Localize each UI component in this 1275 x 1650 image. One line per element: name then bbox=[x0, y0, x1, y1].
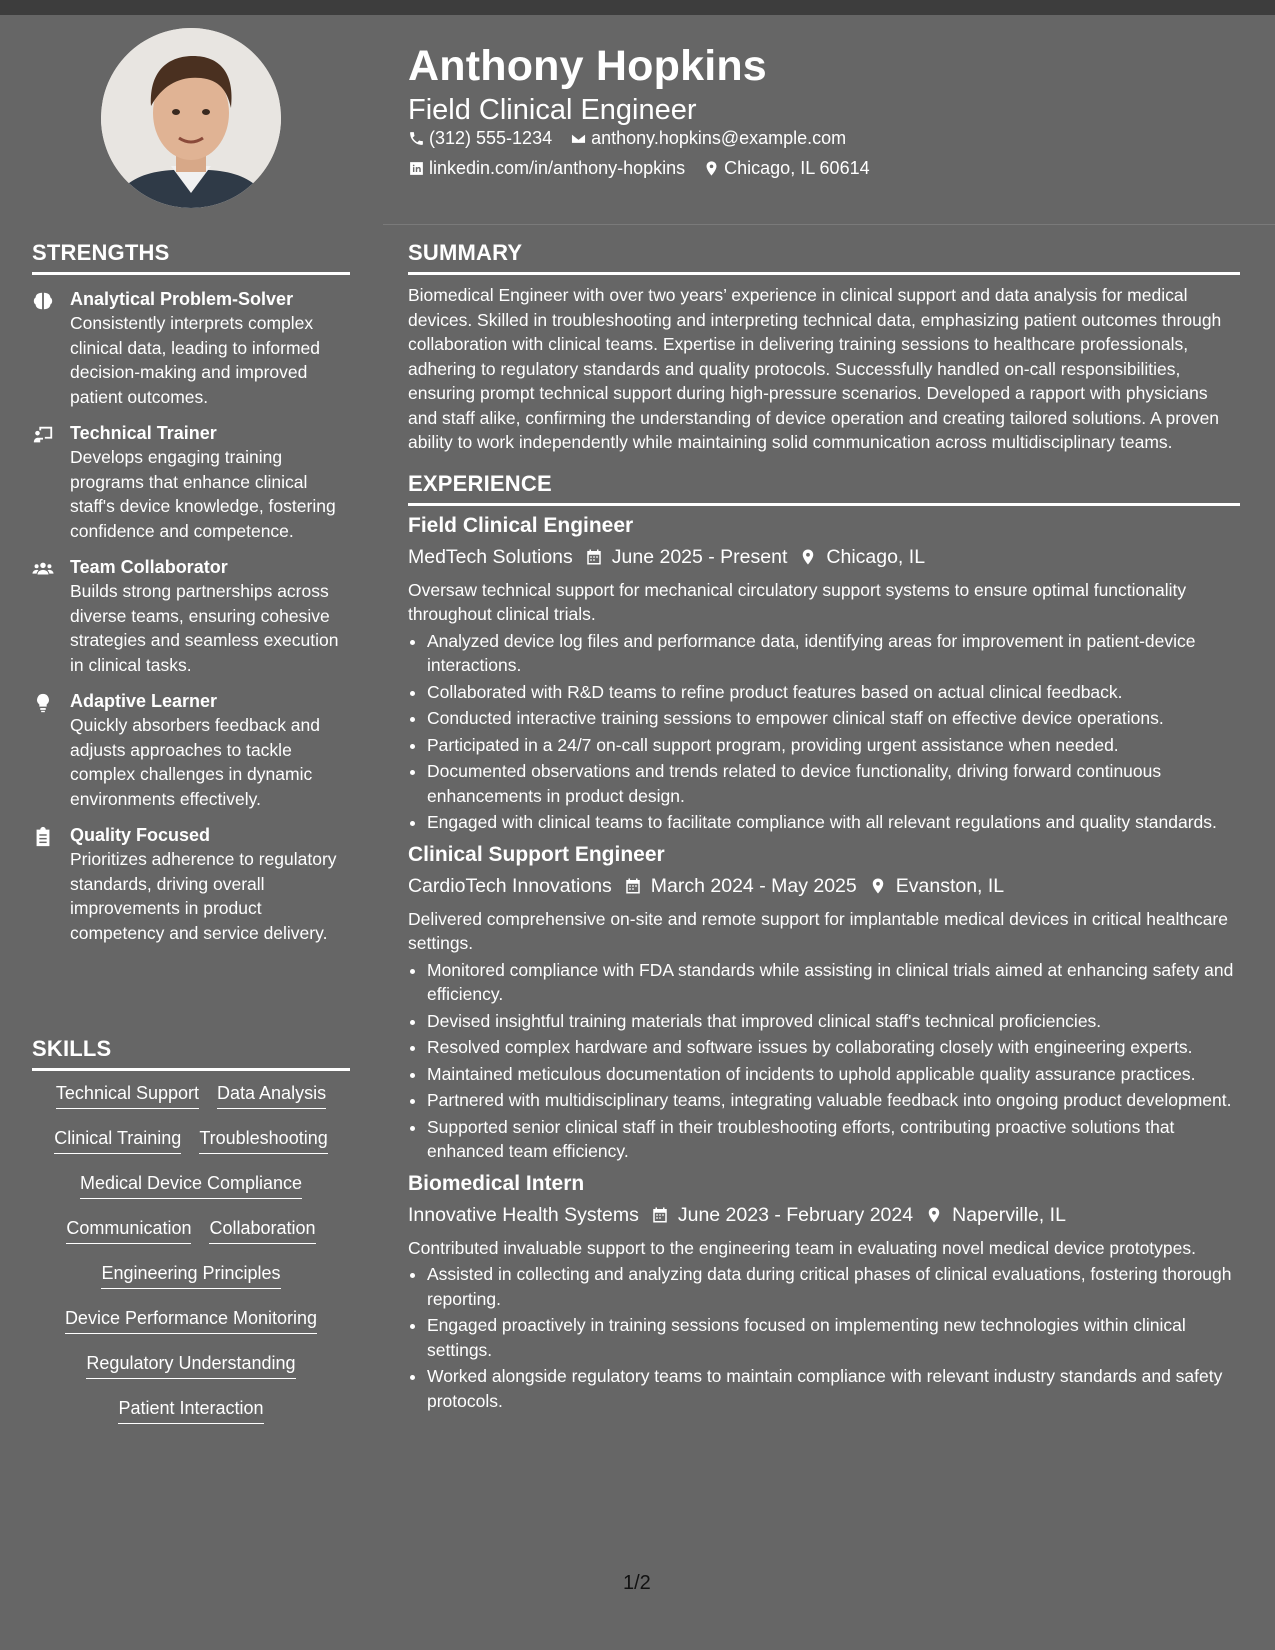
job-dates: June 2023 - February 2024 bbox=[677, 1203, 914, 1226]
skills-section bbox=[32, 1036, 350, 1443]
brain-icon bbox=[32, 290, 54, 312]
calendar-icon bbox=[651, 1206, 669, 1224]
skill-tag: Regulatory Understanding bbox=[86, 1353, 295, 1379]
phone-text: (312) 555-1234 bbox=[429, 128, 553, 148]
email-text: anthony.hopkins@example.com bbox=[591, 128, 847, 148]
lightbulb-icon bbox=[32, 692, 54, 714]
bullet-item: • Maintained meticulous documentation of incidents to uphold applicable quality assurance practices. bbox=[427, 1062, 1240, 1087]
candidate-role: Field Clinical Engineer bbox=[408, 94, 697, 126]
job-location: Chicago, IL bbox=[826, 545, 926, 568]
strength-desc: Develops engaging training programs that enhance clinical staff's device knowledge, fostering confidence and competence. bbox=[70, 447, 336, 541]
job-location: Evanston, IL bbox=[895, 874, 1005, 897]
calendar-icon bbox=[624, 877, 642, 895]
map-pin-icon bbox=[799, 548, 817, 566]
bullet-item: • Devised insightful training materials that improved clinical staff's technical proficiencies. bbox=[427, 1009, 1240, 1034]
job-description: Contributed invaluable support to the engineering team in evaluating novel medical device prototypes. bbox=[408, 1237, 1196, 1258]
location-item bbox=[703, 158, 869, 179]
strength-desc: Builds strong partnerships across diverse teams, ensuring cohesive strategies and seamless execution in clinical tasks. bbox=[70, 581, 339, 675]
job-title: Field Clinical Engineer bbox=[408, 513, 634, 537]
skill-tag: Engineering Principles bbox=[101, 1263, 280, 1289]
bullet-item: • Engaged proactively in training sessions focused on implementing new technologies within clinical settings. bbox=[427, 1313, 1240, 1362]
bullet-item: • Participated in a 24/7 on-call support program, providing urgent assistance when needed. bbox=[427, 733, 1240, 758]
strength-title: Team Collaborator bbox=[70, 557, 228, 577]
bullet-item: • Worked alongside regulatory teams to maintain compliance with relevant industry standards and safety protocols. bbox=[427, 1364, 1240, 1413]
bullet-item: • Supported senior clinical staff in their troubleshooting efforts, contributing proactive solutions that enhanced team efficiency. bbox=[427, 1115, 1240, 1164]
strength-item bbox=[32, 421, 350, 543]
bullet-item: • Documented observations and trends related to device functionality, driving forward continuous enhancements in product design. bbox=[427, 759, 1240, 808]
map-pin-icon bbox=[869, 877, 887, 895]
clipboard-icon bbox=[32, 826, 54, 848]
job-bullets bbox=[408, 1262, 1240, 1413]
job-company: MedTech Solutions bbox=[408, 545, 573, 568]
page-number: 1/2 bbox=[623, 1572, 651, 1594]
job-meta bbox=[408, 875, 1240, 898]
bullet-item: • Resolved complex hardware and software issues by collaborating closely with engineering experts. bbox=[427, 1035, 1240, 1060]
job-company: CardioTech Innovations bbox=[408, 874, 612, 897]
users-icon bbox=[32, 558, 54, 580]
strength-desc: Prioritizes adherence to regulatory standards, driving overall improvements in product competency and service delivery. bbox=[70, 849, 337, 943]
skill-tag: Troubleshooting bbox=[199, 1128, 327, 1154]
job-title: Clinical Support Engineer bbox=[408, 842, 665, 866]
skill-tag: Communication bbox=[66, 1218, 191, 1244]
bullet-item: • Engaged with clinical teams to facilitate compliance with all relevant regulations and quality standards. bbox=[427, 810, 1240, 835]
skill-tag: Patient Interaction bbox=[118, 1398, 263, 1424]
skill-tag: Collaboration bbox=[209, 1218, 315, 1244]
skill-tag: Technical Support bbox=[56, 1083, 199, 1109]
strengths-section bbox=[32, 240, 350, 945]
envelope-icon bbox=[570, 130, 587, 147]
bullet-item: • Assisted in collecting and analyzing data during critical phases of clinical evaluations, fostering thorough reporting. bbox=[427, 1262, 1240, 1311]
job-title: Biomedical Intern bbox=[408, 1171, 585, 1195]
job-meta bbox=[408, 546, 1240, 569]
main-column bbox=[408, 240, 1240, 1415]
profile-photo bbox=[101, 28, 281, 208]
job-meta bbox=[408, 1204, 1240, 1227]
calendar-icon bbox=[585, 548, 603, 566]
strength-desc: Quickly absorbers feedback and adjusts approaches to tackle complex challenges in dynamic environments effectively. bbox=[70, 715, 320, 809]
strength-title: Analytical Problem-Solver bbox=[70, 289, 294, 309]
strengths-heading: STRENGTHS bbox=[32, 240, 350, 275]
email-item[interactable] bbox=[570, 128, 846, 149]
job-entry bbox=[408, 514, 1240, 835]
skill-tag: Data Analysis bbox=[217, 1083, 326, 1109]
bullet-item: • Conducted interactive training sessions to empower clinical staff on effective device operations. bbox=[427, 706, 1240, 731]
job-entry bbox=[408, 843, 1240, 1164]
bullet-item: • Monitored compliance with FDA standards while assisting in clinical trials aimed at enhancing safety and efficiency. bbox=[427, 958, 1240, 1007]
chalkboard-teacher-icon bbox=[32, 424, 54, 446]
skills-list bbox=[32, 1083, 350, 1443]
bullet-item: • Analyzed device log files and performance data, identifying areas for improvement in patient-device interactions. bbox=[427, 629, 1240, 678]
strength-item bbox=[32, 555, 350, 677]
strength-item bbox=[32, 823, 350, 945]
header-divider bbox=[383, 224, 1275, 225]
top-strip bbox=[0, 0, 1275, 15]
skill-tag: Medical Device Compliance bbox=[80, 1173, 302, 1199]
job-dates: March 2024 - May 2025 bbox=[650, 874, 857, 897]
bullet-item: • Collaborated with R&D teams to refine product features based on actual clinical feedback. bbox=[427, 680, 1240, 705]
linkedin-text: linkedin.com/in/anthony-hopkins bbox=[429, 158, 686, 178]
map-pin-icon bbox=[925, 1206, 943, 1224]
strength-title: Quality Focused bbox=[70, 825, 211, 845]
job-description: Oversaw technical support for mechanical circulatory support systems to ensure optimal functionality throughout clinical trials. bbox=[408, 579, 1187, 624]
map-pin-icon bbox=[703, 160, 720, 177]
job-location: Naperville, IL bbox=[952, 1203, 1066, 1226]
experience-heading: EXPERIENCE bbox=[408, 471, 1240, 506]
bullet-item: • Partnered with multidisciplinary teams, integrating valuable feedback into ongoing product development. bbox=[427, 1088, 1240, 1113]
contact-row-2 bbox=[408, 158, 888, 179]
contact-row-1 bbox=[408, 128, 864, 149]
job-description: Delivered comprehensive on-site and remote support for implantable medical devices in critical healthcare settings. bbox=[408, 908, 1228, 953]
summary-text: Biomedical Engineer with over two years’ experience in clinical support and data analysis for medical devices. Skilled in troubleshooting and interpreting technical data, emphasizing patient outcomes through collaboration with clinical teams. Expertise in delivering training sessions to healthcare professionals, adhering to regulatory standards and quality protocols. Successfully handled on-call responsibilities, ensuring prompt technical support during high-pressure scenarios. Developed a rapport with physicians and staff alike, confirming the understanding of device operation and creating tailored solutions. A proven ability to work independently while maintaining solid communication across multidisciplinary teams. bbox=[408, 285, 1222, 452]
location-text: Chicago, IL 60614 bbox=[724, 158, 870, 178]
strength-title: Adaptive Learner bbox=[70, 691, 218, 711]
job-entry bbox=[408, 1172, 1240, 1414]
job-company: Innovative Health Systems bbox=[408, 1203, 639, 1226]
skill-tag: Clinical Training bbox=[54, 1128, 181, 1154]
job-dates: June 2025 - Present bbox=[611, 545, 788, 568]
job-bullets bbox=[408, 958, 1240, 1164]
candidate-name: Anthony Hopkins bbox=[408, 42, 767, 90]
strength-desc: Consistently interprets complex clinical data, leading to informed decision-making and improved patient outcomes. bbox=[70, 313, 321, 407]
skill-tag: Device Performance Monitoring bbox=[65, 1308, 317, 1334]
skills-heading: SKILLS bbox=[32, 1036, 350, 1071]
phone-item[interactable] bbox=[408, 128, 552, 149]
job-bullets bbox=[408, 629, 1240, 835]
linkedin-icon bbox=[408, 160, 425, 177]
linkedin-item[interactable] bbox=[408, 158, 685, 179]
strength-item bbox=[32, 287, 350, 409]
summary-heading: SUMMARY bbox=[408, 240, 1240, 275]
phone-icon bbox=[408, 130, 425, 147]
strength-title: Technical Trainer bbox=[70, 423, 217, 443]
strength-item bbox=[32, 689, 350, 811]
